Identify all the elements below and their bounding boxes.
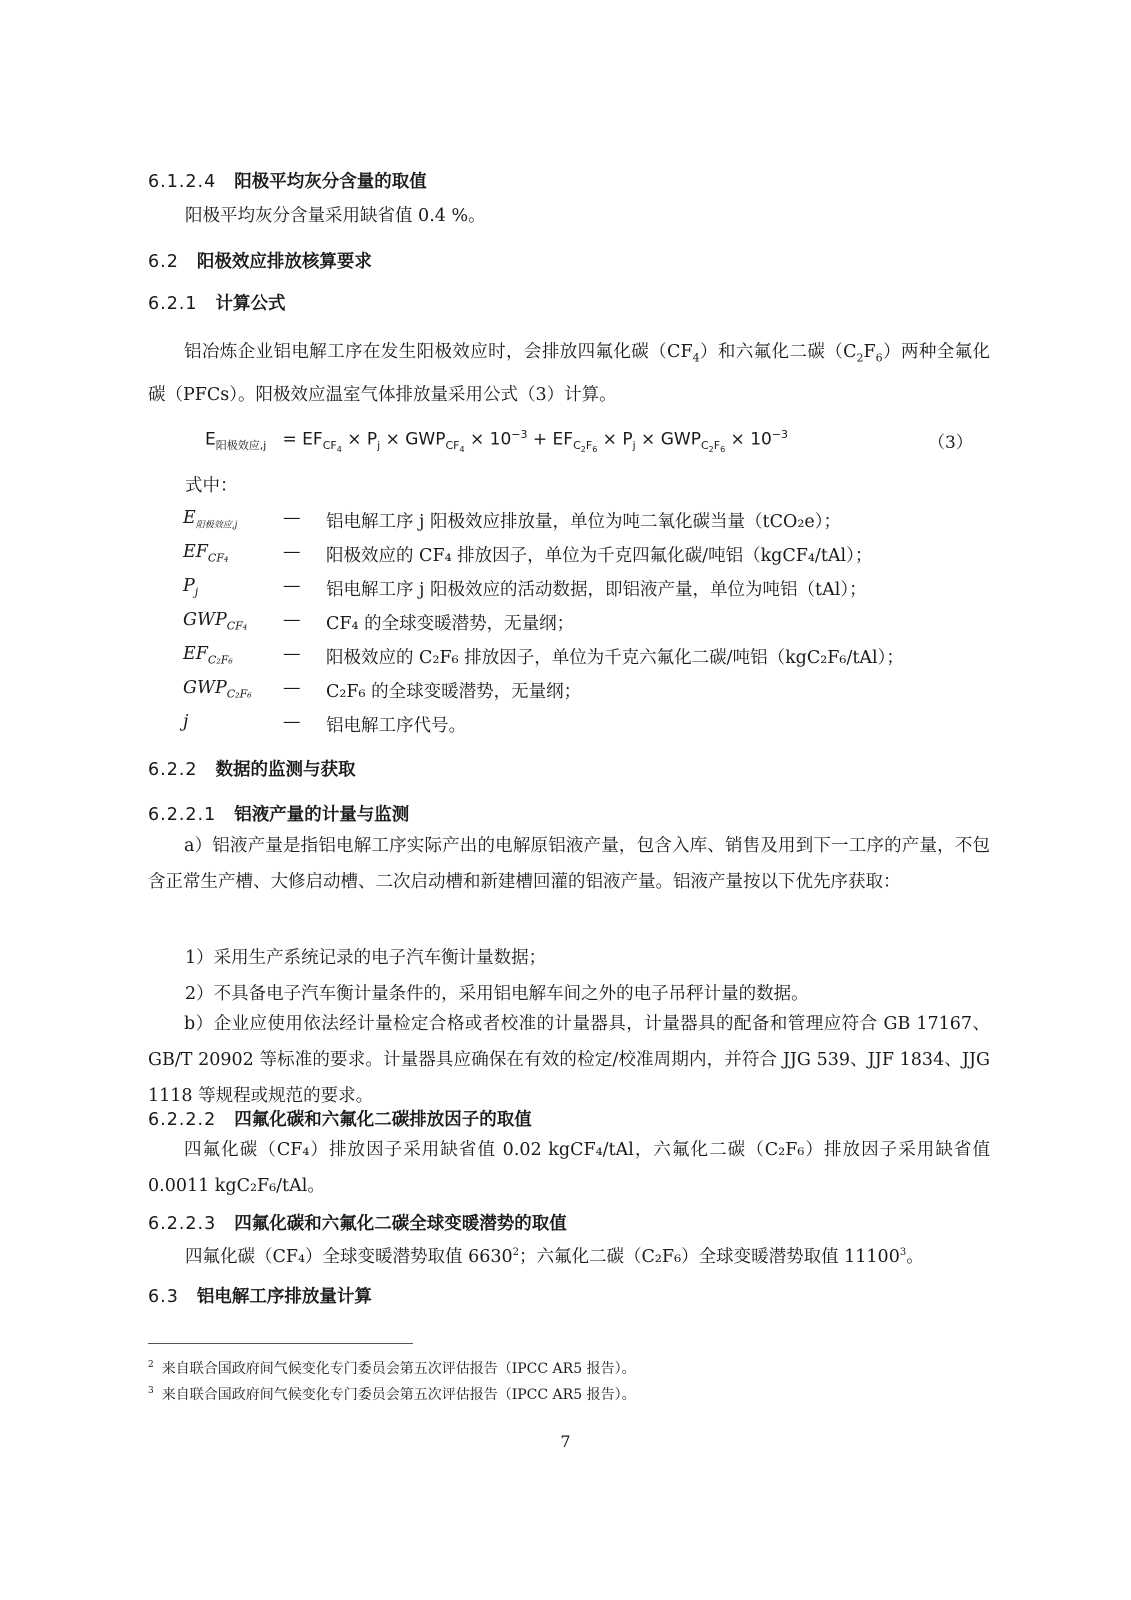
- paragraph-metering-instruments: b）企业应使用依法经计量检定合格或者校准的计量器具，计量器具的配备和管理应符合 GB 17167、GB/T 20902 等标准的要求。计量器具应确保在有效的检定/校准周期内，并符合 JJG 539、JJF 1834、JJG 1118 等规程或规范的要求。: [148, 1014, 990, 1106]
- footnote-ref-2: 2: [512, 1247, 520, 1259]
- heading-6-3: 6.3 铝电解工序排放量计算: [148, 1287, 372, 1307]
- variable-row: $EF_{C_2F_6}$ — 阳极效应的 C₂F₆ 排放因子，单位为千克六氟化二碳/吨铝（kgC₂F₆/tAl）；: [183, 644, 904, 668]
- paragraph-aluminum-liquid-output: a）铝液产量是指铝电解工序实际产出的电解原铝液产量，包含入库、销售及用到下一工序的产量，不包含正常生产槽、大修启动槽、二次启动槽和新建槽回灌的铝液产量。铝液产量按以下优先序获取：: [148, 836, 990, 892]
- heading-6-2-1: 6.2.1 计算公式: [148, 294, 286, 314]
- section-number: 6.1.2.4: [148, 172, 217, 192]
- variable-row: $GWP_{CF_4}$ — CF₄ 的全球变暖潜势，无量纲；: [183, 610, 575, 634]
- paragraph-emission-factors: 四氟化碳（CF₄）排放因子采用缺省值 0.02 kgCF₄/tAl，六氟化二碳（C₂F₆）排放因子采用缺省值 0.0011 kgC₂F₆/tAl。: [148, 1140, 990, 1196]
- heading-6-2: 6.2 阳极效应排放核算要求: [148, 252, 372, 272]
- paragraph-anode-effect-intro: 铝冶炼企业铝电解工序在发生阳极效应时，会排放四氟化碳$(CF_4)$和六氟化二碳$(C_2F_6)$两种全氟化碳（PFCs）。阳极效应温室气体排放量采用公式（3）计算。: [148, 342, 991, 405]
- heading-6-2-2-3: 6.2.2.3 四氟化碳和六氟化二碳全球变暖潜势的取值: [148, 1214, 567, 1234]
- list-item-2: 2）不具备电子汽车衡计量条件的，采用铝电解车间之外的电子吊秤计量的数据。: [185, 984, 809, 1004]
- heading-6-2-2-2: 6.2.2.2 四氟化碳和六氟化二碳排放因子的取值: [148, 1110, 532, 1130]
- footnote: $^2$ 来自联合国政府间气候变化专门委员会第五次评估报告（IPCC AR5 报告）。: [148, 1360, 636, 1377]
- paragraph-gwp-values: 四氟化碳（CF₄）全球变暖潜势取值 6630$^2$；六氟化二碳（C₂F₆）全球变暖潜势取值 11100$^3$。: [185, 1247, 924, 1267]
- heading-6-2-2-1: 6.2.2.1 铝液产量的计量与监测: [148, 805, 410, 825]
- equation-number: （3）: [928, 433, 973, 453]
- heading-6-1-2-4: [148, 168, 427, 193]
- footnote: $^3$ 来自联合国政府间气候变化专门委员会第五次评估报告（IPCC AR5 报告）。: [148, 1386, 636, 1403]
- list-item-1: 1）采用生产系统记录的电子汽车衡计量数据；: [185, 948, 547, 968]
- page-number: 7: [560, 1432, 571, 1451]
- paragraph-ash-content: 阳极平均灰分含量采用缺省值 0.4 %。: [185, 206, 486, 226]
- footnote-ref-3: 3: [899, 1247, 907, 1259]
- variable-row: $E_{阳极效应,j}$ — 铝电解工序 j 阳极效应排放量，单位为吨二氧化碳当量（tCO₂e）；: [183, 508, 841, 532]
- variable-row: $GWP_{C_2F_6}$ — C₂F₆ 的全球变暖潜势，无量纲；: [183, 678, 582, 702]
- where-label: 式中：: [185, 476, 238, 496]
- variable-row: $P_j$ — 铝电解工序 j 阳极效应的活动数据，即铝液产量，单位为吨铝（tAl）；: [183, 576, 867, 600]
- section-title: 阳极平均灰分含量的取值: [234, 172, 427, 192]
- variable-row: $EF_{CF_4}$ — 阳极效应的 CF₄ 排放因子，单位为千克四氟化碳/吨铝（kgCF₄/tAl）；: [183, 542, 873, 566]
- formula-3: $E_{阳极效应,j} = EF_{CF_4} \times P_j \times GWP_{CF_4} \times 10^{-3} + EF_{C_2F_6} \times P_j \times GWP_{C_2F_6} \times 10^{-3}$: [205, 428, 789, 455]
- variable-row: j — 铝电解工序代号。: [183, 712, 466, 736]
- heading-6-2-2: 6.2.2 数据的监测与获取: [148, 760, 356, 780]
- footnote-divider: [148, 1343, 413, 1344]
